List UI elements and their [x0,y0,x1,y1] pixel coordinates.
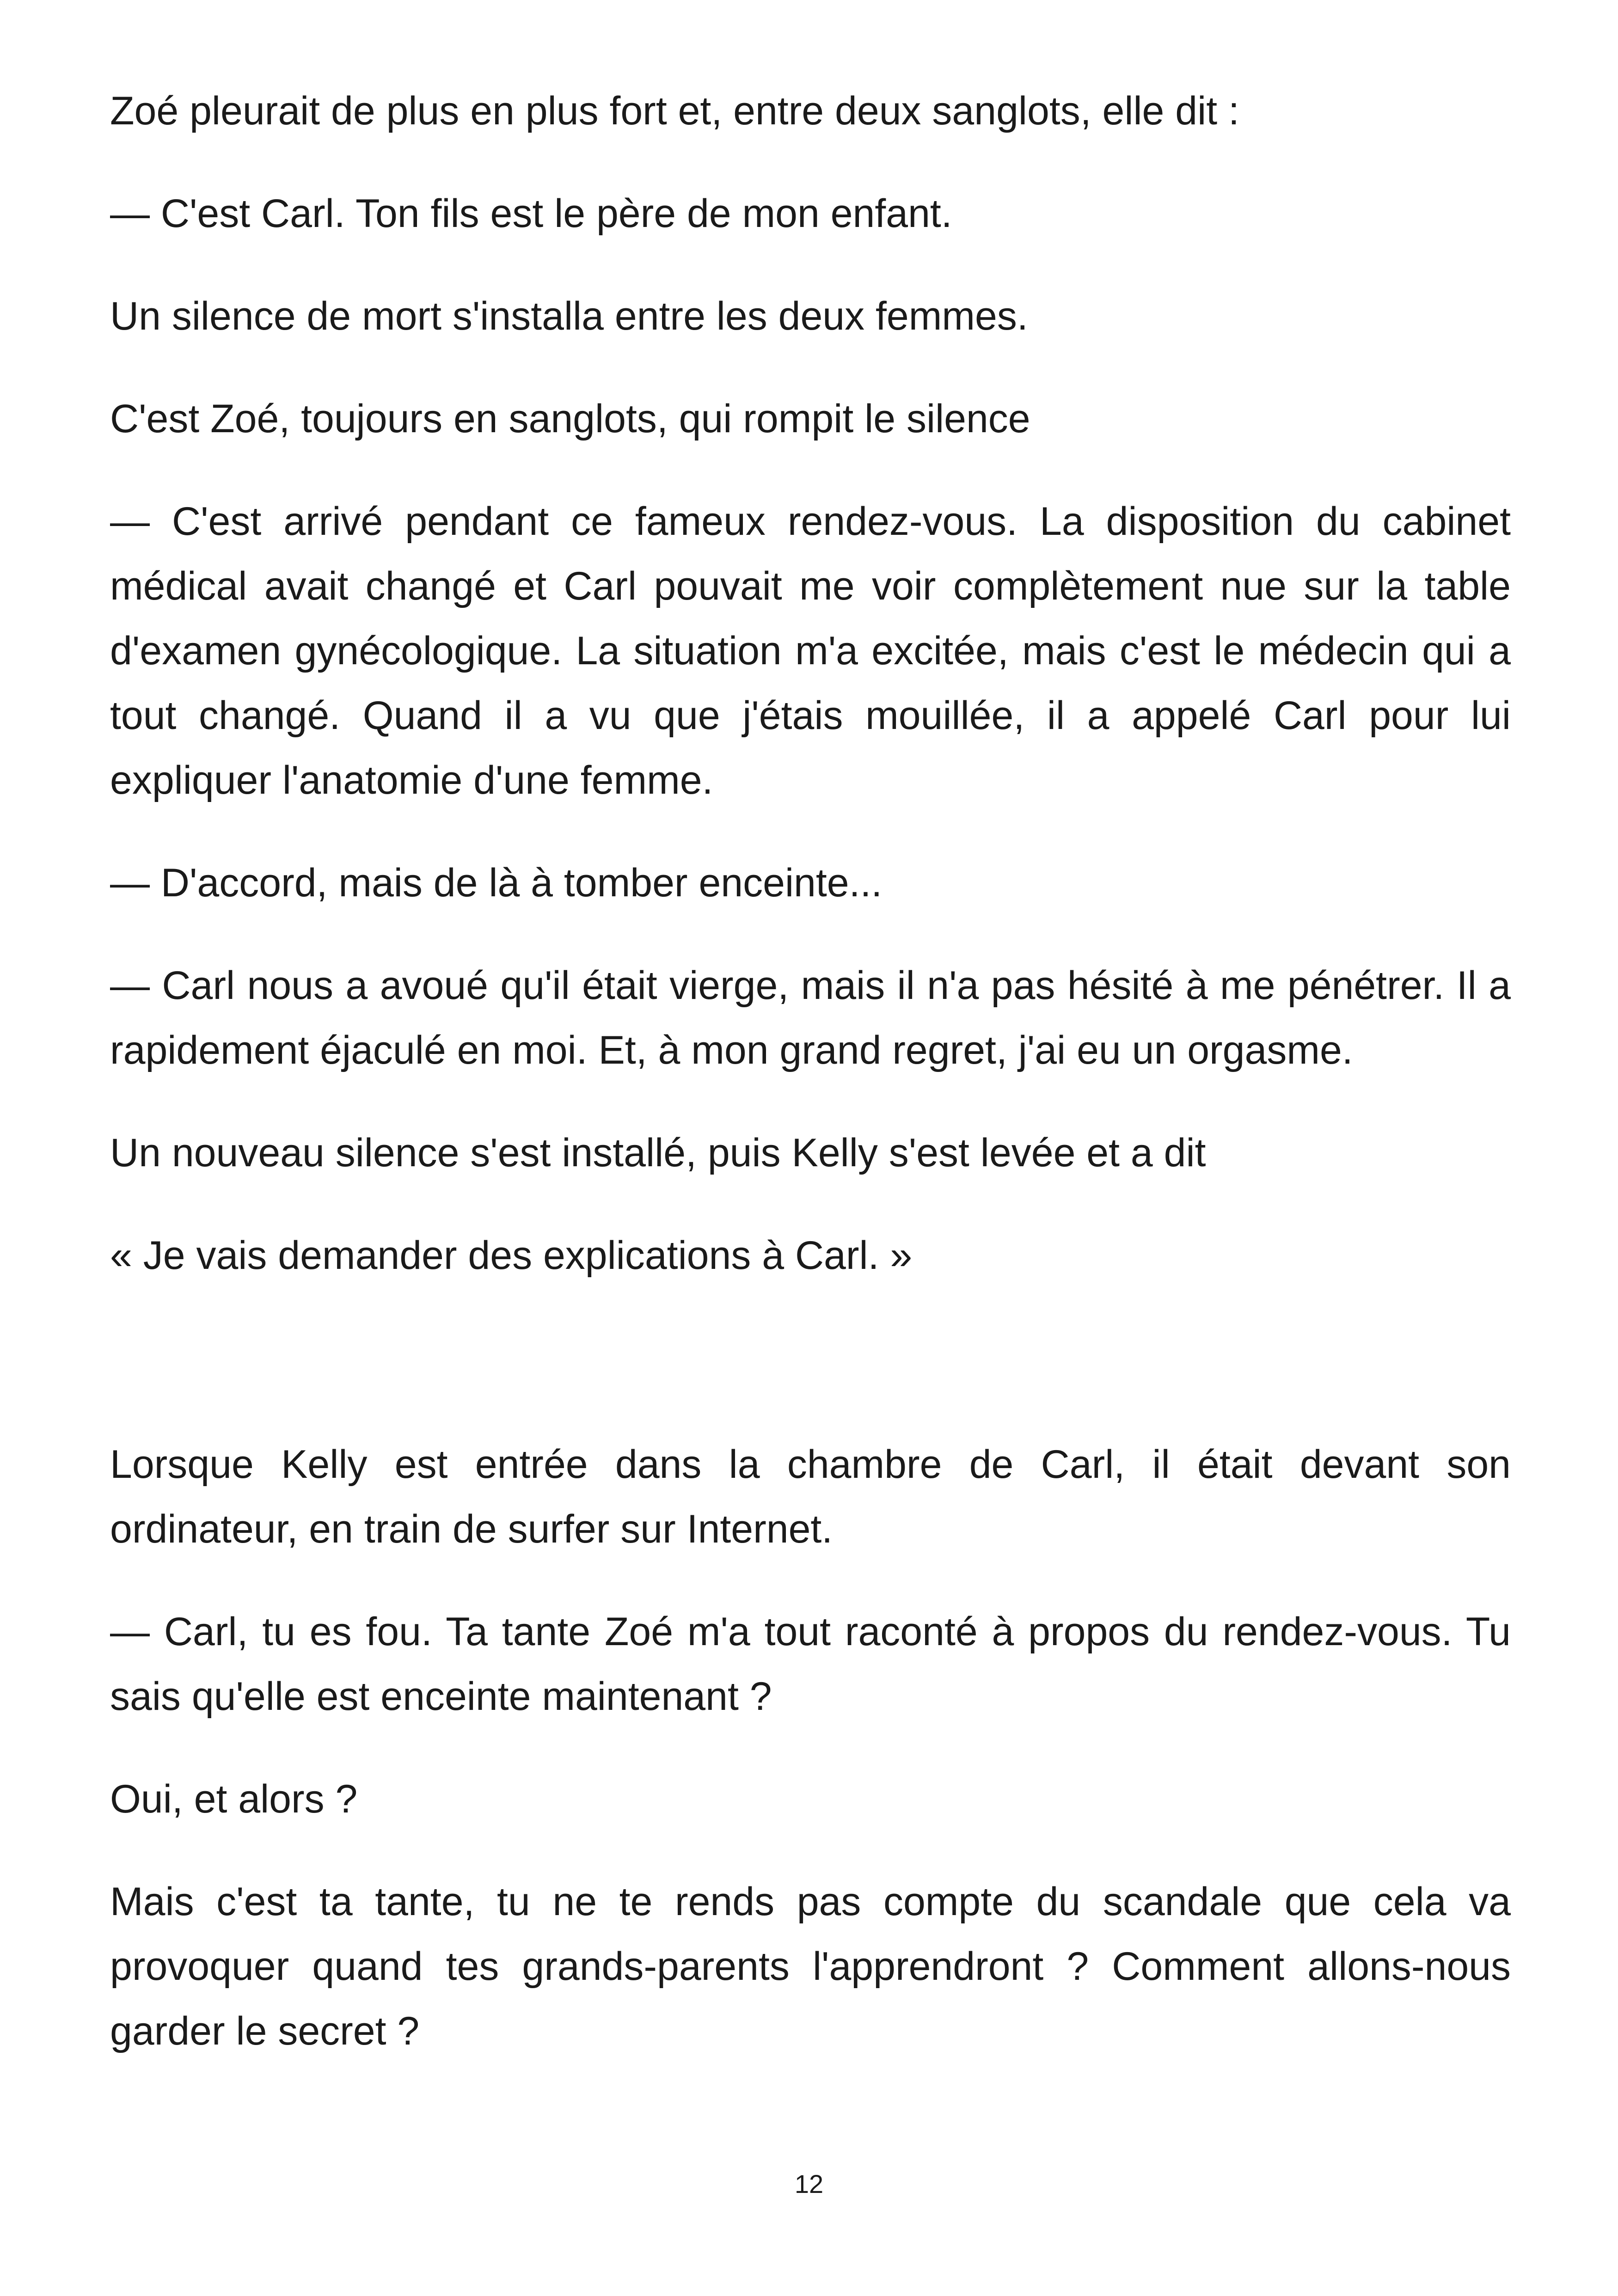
paragraph: Oui, et alors ? [110,1777,358,1821]
paragraph: Mais c'est ta tante, tu ne te rends pas compte du scandale que cela va provoquer quand tes grands-parents l'apprendront ? Comment allons-nous garder le secret ? [110,1880,1511,2053]
paragraph: Un silence de mort s'installa entre les deux femmes. [110,294,1028,338]
page-body [110,79,1511,2101]
page-number: 12 [794,2169,824,2198]
paragraph: — C'est arrivé pendant ce fameux rendez-vous. La disposition du cabinet médical avait changé et Carl pouvait me voir complètement nue sur la table d'examen gynécologique. La situation m'a excitée, mais c'est le médecin qui a tout changé. Quand il a vu que j'étais mouillée, il a appelé Carl pour lui expliquer l'anatomie d'une femme. [110,499,1511,802]
paragraph: Lorsque Kelly est entrée dans la chambre de Carl, il était devant son ordinateur, en train de surfer sur Internet. [110,1442,1511,1551]
paragraph: « Je vais demander des explications à Carl. » [110,1233,913,1278]
paragraph: — D'accord, mais de là à tomber enceinte... [110,861,883,905]
paragraph: — C'est Carl. Ton fils est le père de mon enfant. [110,191,952,236]
paragraph: Zoé pleurait de plus en plus fort et, entre deux sanglots, elle dit : [110,89,1239,133]
paragraph: C'est Zoé, toujours en sanglots, qui rompit le silence [110,397,1030,441]
section-break [110,1326,1511,1432]
paragraph: Un nouveau silence s'est installé, puis Kelly s'est levée et a dit [110,1131,1206,1175]
paragraph: — Carl nous a avoué qu'il était vierge, mais il n'a pas hésité à me pénétrer. Il a rapidement éjaculé en moi. Et, à mon grand regret, j'ai eu un orgasme. [110,963,1511,1072]
paragraph: — Carl, tu es fou. Ta tante Zoé m'a tout raconté à propos du rendez-vous. Tu sais qu'elle est enceinte maintenant ? [110,1610,1511,1719]
